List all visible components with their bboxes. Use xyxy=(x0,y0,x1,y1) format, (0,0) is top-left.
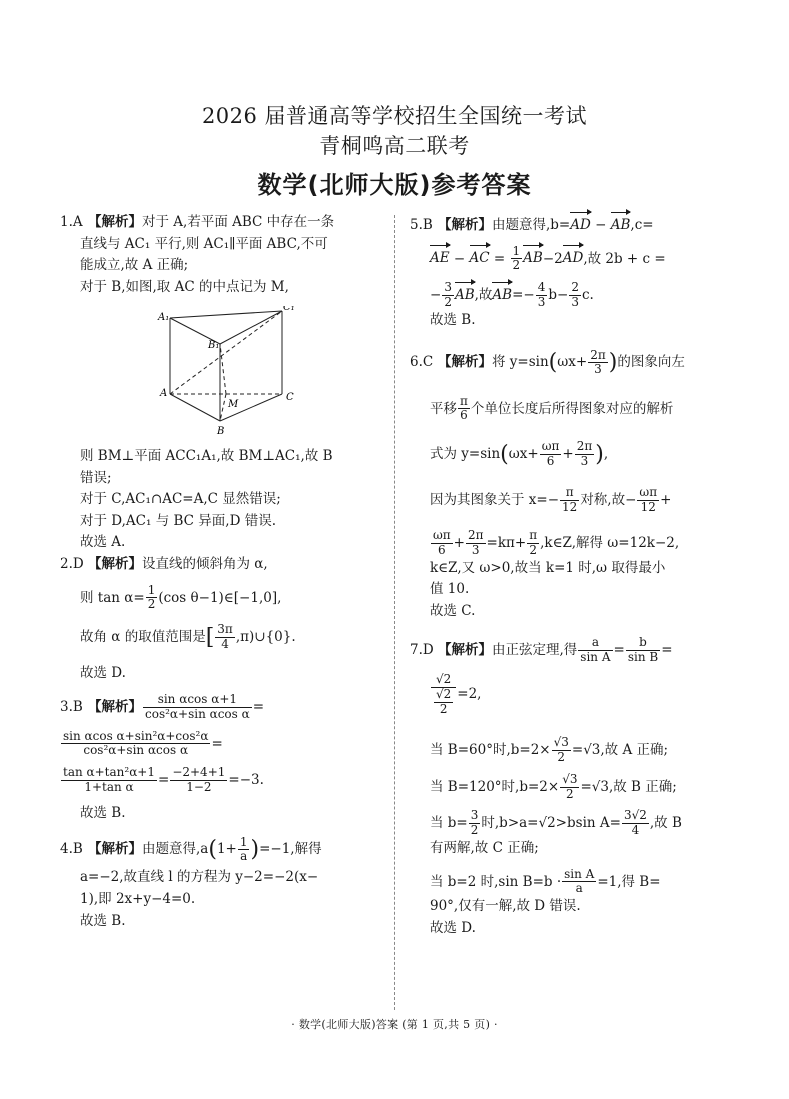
text: −2 xyxy=(542,250,563,267)
answer-3-conclusion: 故选 B. xyxy=(80,804,126,821)
denominator: cos²α+sin αcos α xyxy=(145,706,250,721)
text: 由题意得,a xyxy=(142,841,209,858)
fraction xyxy=(575,440,595,469)
numerator: 1 xyxy=(147,582,156,597)
label-M: M xyxy=(228,399,239,411)
fraction xyxy=(560,773,579,802)
numerator: tan α+tan²α+1 xyxy=(63,765,155,780)
column-divider xyxy=(394,215,395,1010)
denominator: 1−2 xyxy=(186,779,212,794)
denominator xyxy=(431,688,456,717)
fraction xyxy=(431,529,453,558)
answer-4-line-3: 1),即 2x+y−4=0. xyxy=(80,891,196,908)
fraction xyxy=(466,529,486,558)
answer-1-line-1 xyxy=(60,212,382,234)
numerator: 2π xyxy=(590,347,606,362)
answer-1-line-4: 对于 B,如图,取 AC 的中点记为 M, xyxy=(80,278,289,295)
numerator: π xyxy=(460,393,468,408)
text: 平移 xyxy=(430,400,457,417)
analysis-tag: 【解析】 xyxy=(438,217,492,233)
denominator: a xyxy=(240,849,248,864)
numerator: 3√2 xyxy=(623,808,647,823)
answer-5-line-2: AE − AC = $\frac{1}{2}$ AB−2AD,故 2b + c = xyxy=(430,243,666,273)
analysis-tag: 【解析】 xyxy=(88,841,142,858)
question-number: 3.B xyxy=(60,698,83,715)
numerator: 2π xyxy=(576,439,593,454)
answer-4 xyxy=(60,824,382,932)
fraction xyxy=(527,529,539,558)
answer-1-line-7: 对于 C,AC₁∩AC=A,C 显然错误; xyxy=(80,491,281,508)
question-number: 5.B xyxy=(410,217,433,233)
text: b− xyxy=(548,286,569,303)
answer-1-line-5: 则 BM⊥平面 ACC₁A₁,故 BM⊥AC₁,故 B xyxy=(80,447,333,464)
text: ωx+ xyxy=(557,354,588,371)
answer-3-line-1 xyxy=(60,693,382,722)
text: 设直线的倾斜角为 α, xyxy=(142,555,268,572)
numerator: ωπ xyxy=(433,527,451,542)
numerator: a xyxy=(578,636,612,651)
denominator: 6 xyxy=(546,454,555,469)
text: = xyxy=(252,698,265,715)
label-A: A xyxy=(160,388,168,400)
text: + xyxy=(562,446,574,463)
text: = xyxy=(613,642,625,659)
fraction xyxy=(540,440,562,469)
denominator: 2 xyxy=(529,542,537,557)
vector-AC: AC xyxy=(470,245,490,270)
fraction xyxy=(578,636,612,665)
text: 由题意得,b= xyxy=(492,217,571,233)
label-C: C xyxy=(286,392,294,404)
numerator: ωπ xyxy=(639,485,658,500)
numerator: 2 xyxy=(571,280,579,295)
numerator: b xyxy=(626,636,660,651)
text: =2, xyxy=(457,686,482,703)
answer-6-line-2 xyxy=(410,395,732,424)
answer-1-conclusion: 故选 A. xyxy=(80,534,126,551)
fraction xyxy=(588,349,608,378)
denominator: 2 xyxy=(147,597,156,612)
answer-7-line-8: 90°,仅有一解,故 D 错误. xyxy=(430,898,581,915)
text: =−3. xyxy=(228,771,264,788)
text: 当 B=120°时,b=2× xyxy=(430,778,560,795)
fraction xyxy=(552,736,571,765)
text: 对称,故− xyxy=(580,492,637,509)
text: = xyxy=(211,735,223,752)
answer-1-line-8: 对于 D,AC₁ 与 BC 异面,D 错误. xyxy=(80,512,276,529)
answer-3-line-2 xyxy=(60,730,382,759)
question-number: 4.B xyxy=(60,841,83,858)
question-number: 2.D xyxy=(60,555,84,572)
fraction xyxy=(511,245,523,274)
text: ωx+ xyxy=(508,446,539,463)
denominator: 2 xyxy=(566,786,574,801)
numerator: 2π xyxy=(467,527,484,542)
text: =√3,故 B 正确; xyxy=(580,778,677,795)
fraction xyxy=(61,730,210,759)
vector-AD: AD xyxy=(570,212,591,237)
denominator: a xyxy=(575,881,583,896)
text: ,故 2b + c = xyxy=(583,250,666,267)
label-B: B xyxy=(217,426,225,437)
fraction xyxy=(238,836,250,865)
answer-7-line-7 xyxy=(410,868,732,897)
text: , xyxy=(603,446,609,463)
denominator: 2 xyxy=(512,258,521,273)
question-number: 6.C xyxy=(410,354,434,371)
text: + xyxy=(660,492,672,509)
numerator: sin αcos α+sin²α+cos²α xyxy=(63,728,209,743)
text: ,π)∪{0}. xyxy=(235,629,296,646)
denominator: 3 xyxy=(471,542,480,557)
answer-7-line-6: 有两解,故 C 正确; xyxy=(430,840,539,857)
analysis-tag: 【解析】 xyxy=(88,698,142,715)
text: =√3,故 A 正确; xyxy=(571,742,669,759)
answer-5-line-1: 5.B 【解析】由题意得,b=AD − AB,c= xyxy=(410,212,732,237)
analysis-tag: 【解析】 xyxy=(438,354,492,371)
answer-6-line-7: 值 10. xyxy=(430,581,470,598)
denominator: 2 xyxy=(470,823,479,838)
numerator: √2 xyxy=(436,686,452,701)
fraction xyxy=(569,281,581,310)
answer-6-line-6: k∈Z,又 ω>0,故当 k=1 时,ω 取得最小 xyxy=(430,559,666,576)
numerator: 1 xyxy=(239,834,248,849)
denominator: cos²α+sin αcos α xyxy=(83,743,189,758)
numerator: √3 xyxy=(553,735,569,750)
text: 故角 α 的取值范围是 xyxy=(80,629,206,646)
fraction xyxy=(170,766,227,795)
answer-2-conclusion: 故选 D. xyxy=(80,665,126,682)
fraction xyxy=(215,623,235,652)
fraction xyxy=(61,766,157,795)
answer-6 xyxy=(410,331,732,622)
answer-2 xyxy=(60,554,382,685)
denominator: 3 xyxy=(594,362,602,377)
answer-6-line-3: 式为 y=sin(ωx+ $\frac{\omega\pi}{6}$ + $\frac{2\pi}{3}$ ), xyxy=(430,439,609,469)
answer-2-line-2 xyxy=(60,584,382,613)
numerator: sin A xyxy=(564,866,595,881)
exam-title: 2026 届普通高等学校招生全国统一考试 xyxy=(201,104,588,128)
answer-7-line-2 xyxy=(410,673,732,716)
text: 由正弦定理,得 xyxy=(492,642,578,659)
answer-6-line-1: 6.C 【解析】将 y=sin(ωx+ $\frac{2\pi}{3}$ )的图象向左 xyxy=(410,347,685,377)
analysis-tag: 【解析】 xyxy=(88,555,142,572)
text: + xyxy=(453,534,465,551)
denominator: 3 xyxy=(537,294,546,309)
fraction xyxy=(622,809,649,838)
answer-4-conclusion: 故选 B. xyxy=(80,912,126,929)
numerator: −2+4+1 xyxy=(172,765,226,780)
text: c. xyxy=(581,286,594,303)
answer-5-conclusion: 故选 B. xyxy=(430,311,476,328)
text: =1,得 B= xyxy=(597,873,661,890)
denominator: 6 xyxy=(460,408,468,423)
numerator: sin αcos α+1 xyxy=(143,693,252,708)
text: 则 tan α= xyxy=(80,589,145,606)
fraction xyxy=(434,688,453,717)
compound-fraction xyxy=(431,673,456,716)
denominator: 3 xyxy=(571,294,579,309)
fraction xyxy=(560,486,579,515)
text: ,故 B xyxy=(649,815,682,832)
label-A1: A₁ xyxy=(158,312,170,324)
answer-5-line-3: − $\frac{3}{2}$ AB,故AB=− $\frac{4}{3}$ b− $\frac{2}{3}$ c. xyxy=(430,280,594,309)
answer-1-line-3: 能成立,故 A 正确; xyxy=(80,257,189,274)
left-column xyxy=(60,212,382,932)
vector-AB: AB xyxy=(455,282,475,307)
question-number: 1.A xyxy=(60,214,83,230)
numerator: 3 xyxy=(470,808,479,823)
text: 当 B=60°时,b=2× xyxy=(430,742,551,759)
answer-7-line-3 xyxy=(410,736,732,765)
fraction xyxy=(562,868,596,897)
answer-6-conclusion: 故选 C. xyxy=(430,602,476,619)
text: ,k∈Z,解得 ω=12k−2, xyxy=(540,534,680,551)
fraction xyxy=(143,693,252,722)
vector-AB: AB xyxy=(523,245,543,270)
answer-4-line-2: a=−2,故直线 l 的方程为 y−2=−2(x− xyxy=(80,869,319,886)
answer-2-line-3: 故角 α 的取值范围是[ $\frac{3\pi}{4}$ ,π)∪{0}. xyxy=(80,622,296,652)
text: =− xyxy=(512,286,535,303)
answer-3 xyxy=(60,685,382,824)
denominator: 3 xyxy=(580,454,589,469)
text: =kπ+ xyxy=(486,534,527,551)
answer-7-conclusion: 故选 D. xyxy=(430,919,476,936)
text: 个单位长度后所得图象对应的解析 xyxy=(470,400,674,417)
text: 对于 A,若平面 ABC 中存在一条 xyxy=(142,214,335,230)
denominator: 6 xyxy=(438,542,446,557)
text: 因为其图象关于 x=− xyxy=(430,492,560,509)
numerator: π xyxy=(529,527,538,542)
answer-1-line-6: 错误; xyxy=(80,469,112,486)
prism-figure xyxy=(142,306,342,436)
vector-AE: AE xyxy=(430,245,450,270)
text: 将 y=sin xyxy=(492,354,549,371)
denominator: 2 xyxy=(444,294,452,309)
numerator: √2 xyxy=(431,673,456,688)
text: ,故 xyxy=(474,286,493,303)
fraction xyxy=(146,584,158,613)
numerator: 1 xyxy=(512,243,521,258)
text: (cos θ−1)∈[−1,0], xyxy=(158,589,282,606)
denominator: 2 xyxy=(439,701,448,716)
text: 的图象向左 xyxy=(617,354,685,371)
numerator: √3 xyxy=(562,771,578,786)
text: = xyxy=(493,250,506,267)
denominator: 12 xyxy=(640,500,656,515)
text: 当 b= xyxy=(430,815,468,832)
numerator: 4 xyxy=(537,280,546,295)
denominator: 4 xyxy=(221,637,229,652)
text: 式为 y=sin xyxy=(430,446,501,463)
text: =−1,解得 xyxy=(259,841,322,858)
text: 当 b=2 时,sin B=b · xyxy=(430,873,562,890)
numerator: 3 xyxy=(444,280,452,295)
fraction xyxy=(626,636,660,665)
answer-6-line-4 xyxy=(410,486,732,515)
answer-4-line-1: 4.B 【解析】由题意得,a(1+ $\frac{1}{a}$ )=−1,解得 xyxy=(60,834,322,864)
answer-1-line-2: 直线与 AC₁ 平行,则 AC₁∥平面 ABC,不可 xyxy=(80,235,328,252)
text: 时,b>a=√2>bsin A= xyxy=(481,815,621,832)
text: ,c= xyxy=(630,217,654,233)
label-C1: C₁ xyxy=(283,306,295,314)
denominator: 4 xyxy=(631,823,640,838)
text: = xyxy=(158,771,170,788)
fraction xyxy=(536,281,548,310)
answer-7-line-1 xyxy=(410,636,732,665)
answer-7-line-4 xyxy=(410,773,732,802)
fraction xyxy=(442,281,454,310)
label-B1: B₁ xyxy=(208,340,220,352)
text: = xyxy=(661,642,673,659)
answer-3-line-3 xyxy=(60,766,382,795)
answer-5 xyxy=(410,212,732,331)
vector-AB: AB xyxy=(611,212,631,237)
exam-subtitle: 青桐鸣高二联考 xyxy=(319,134,470,158)
fraction xyxy=(637,486,659,515)
analysis-tag: 【解析】 xyxy=(88,214,142,230)
page-footer: · 数学(北师大版)答案 (第 1 页,共 5 页) · xyxy=(291,1018,498,1031)
fraction xyxy=(458,395,470,424)
question-number: 7.D xyxy=(410,642,434,659)
right-column xyxy=(410,212,732,939)
answer-1 xyxy=(60,212,382,554)
denominator: 2 xyxy=(557,750,566,765)
fraction xyxy=(469,809,481,838)
vector-AB: AB xyxy=(492,282,512,307)
vector-AD: AD xyxy=(563,245,584,270)
denominator: sin A xyxy=(580,650,611,665)
answer-6-line-5 xyxy=(410,529,732,558)
denominator: 12 xyxy=(562,500,578,515)
numerator: π xyxy=(560,486,579,501)
document-title: 数学(北师大版)参考答案 xyxy=(257,171,532,199)
numerator: 3π xyxy=(217,622,233,637)
answer-7 xyxy=(410,622,732,939)
denominator: sin B xyxy=(627,650,659,665)
answer-7-line-5 xyxy=(410,809,732,838)
numerator: ωπ xyxy=(541,439,560,454)
denominator: 1+tan α xyxy=(84,779,134,794)
analysis-tag: 【解析】 xyxy=(438,642,492,659)
